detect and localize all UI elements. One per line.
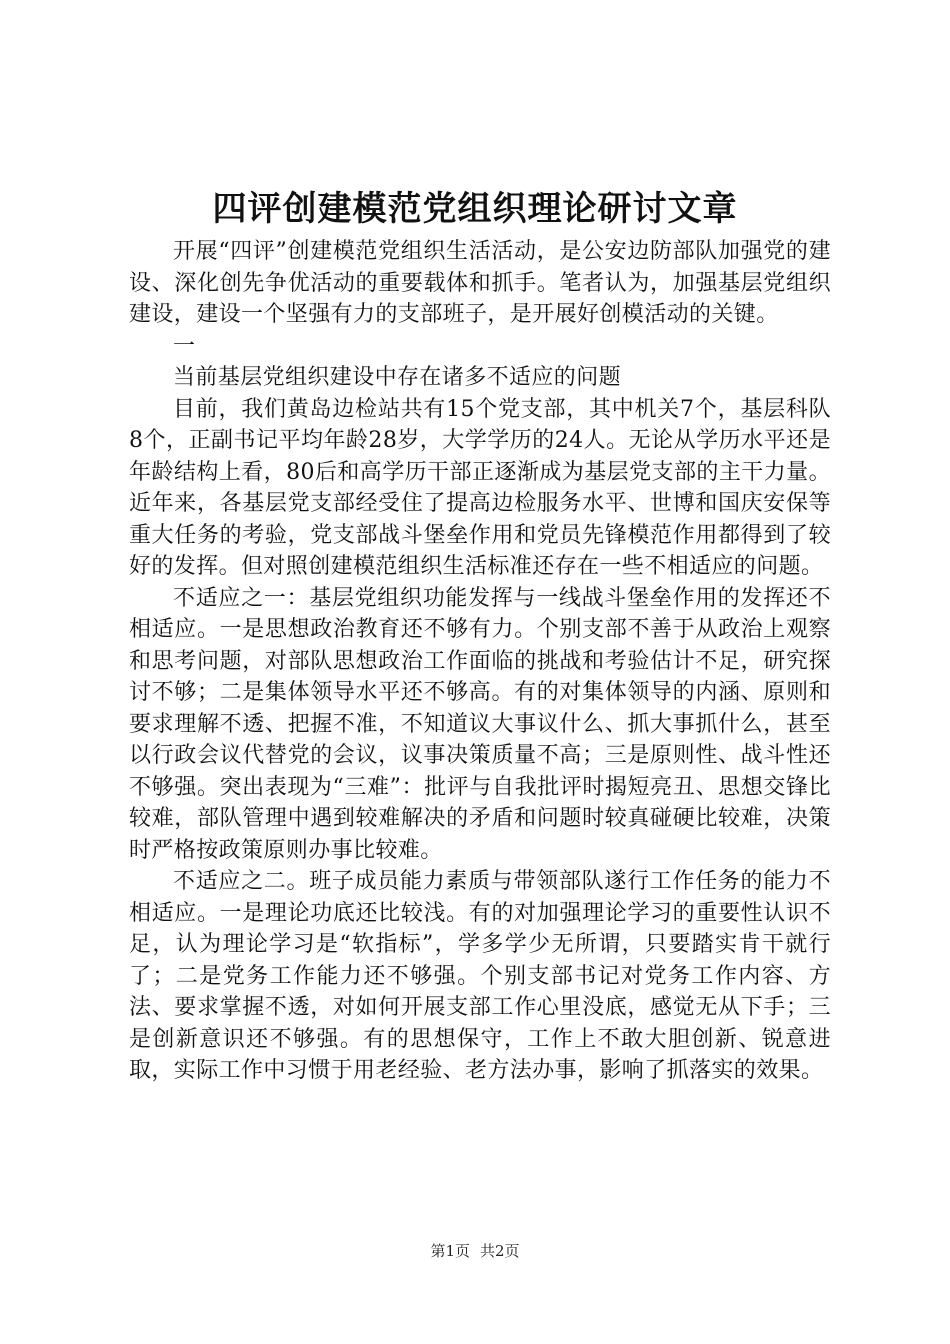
paragraph-mismatch-two: 不适应之二。班子成员能力素质与带领部队遂行工作任务的能力不相适应。一是理论功底还比较浅。有的对加强理论学习的重要性认识不足，认为理论学习是“软指标”，学多学少无所谓，只要踏实肯干就行了；二是党务工作能力还不够强。个别支部书记对党务工作内容、方法、要求掌握不透，对如何开展支部工作心里没底，感觉无从下手；三是创新意识还不够强。有的思想保守，工作上不敢大胆创新、锐意进取，实际工作中习惯于用老经验、老方法办事，影响了抓落实的效果。 [129,869,831,1083]
page-footer [0,1241,950,1261]
paragraph-current-status: 目前，我们黄岛边检站共有15个党支部，其中机关7个，基层科队8个，正副书记平均年龄28岁，大学学历的24人。无论从学历水平还是年龄结构上看，80后和高学历干部正逐渐成为基层党支部的主干力量。近年来，各基层党支部经受住了提高边检服务水平、世博和国庆安保等重大任务的考验，党支部战斗堡垒作用和党员先锋模范作用都得到了较好的发挥。但对照创建模范组织生活标准还存在一些不相适应的问题。 [129,396,831,579]
section-heading: 当前基层党组织建设中存在诸多不适应的问题 [173,365,622,390]
paragraph-mismatch-one: 不适应之一：基层党组织功能发挥与一线战斗堡垒作用的发挥还不相适应。一是思想政治教育还不够有力。个别支部不善于从政治上观察和思考问题，对部队思想政治工作面临的挑战和考验估计不足，研究探讨不够；二是集体领导水平还不够高。有的对集体领导的内涵、原则和要求理解不透、把握不准，不知道议大事议什么、抓大事抓什么，甚至以行政会议代替党的会议，议事决策质量不高；三是原则性、战斗性还不够强。突出表现为“三难”：批评与自我批评时揭短亮丑、思想交锋比较难，部队管理中遇到较难解决的矛盾和问题时较真碰硬比较难，决策时严格按政策原则办事比较难。 [129,585,831,863]
page-number-current: 第1页 [430,1242,470,1260]
section-number: 一 [173,333,196,359]
document-body [129,236,831,1087]
document-title: 四评创建模范党组织理论研讨文章 [212,189,738,229]
page-number-total: 共2页 [480,1242,520,1260]
paragraph-intro: 开展“四评”创建模范党组织生活活动，是公安边防部队加强党的建设、深化创先争优活动的重要载体和抓手。笔者认为，加强基层党组织建设，建设一个坚强有力的支部班子，是开展好创模活动的关键。 [129,239,831,327]
